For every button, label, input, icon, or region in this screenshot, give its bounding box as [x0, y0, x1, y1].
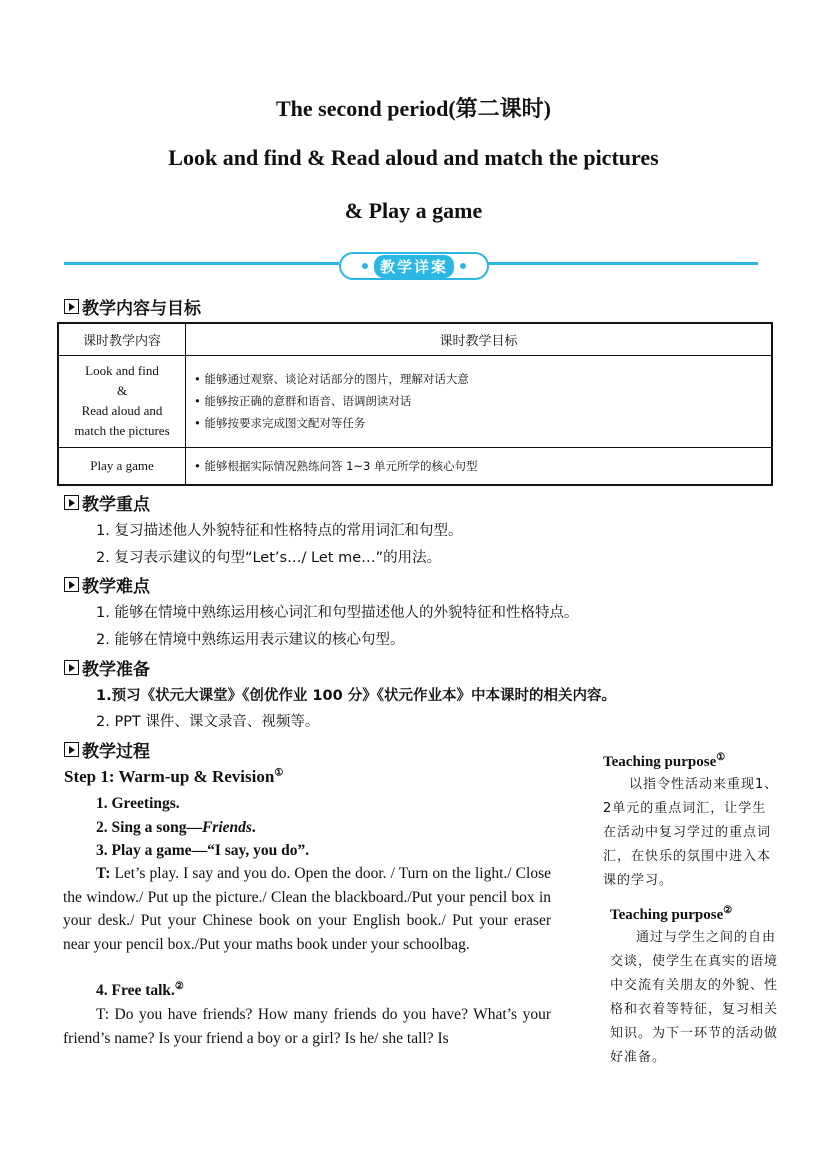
- table-row: [58, 447, 772, 485]
- sidebar-title-text: Teaching purpose: [603, 754, 717, 770]
- banner-badge: [339, 252, 489, 280]
- teacher-instructions: [63, 862, 551, 956]
- sidebar-note: [603, 752, 788, 893]
- step-item-text: 2. Sing a song—: [96, 819, 202, 836]
- table-cell-goals: [186, 447, 773, 485]
- footnote-marker: ①: [274, 767, 284, 779]
- play-triangle-icon: [64, 577, 79, 592]
- section-heading-label: 教学重点: [82, 495, 150, 515]
- banner-line-left: [64, 262, 339, 265]
- table-cell-goals: [186, 355, 773, 447]
- play-triangle-icon: [64, 299, 79, 314]
- sidebar-line: 好准备。: [610, 1050, 667, 1065]
- table-header-row: [58, 323, 772, 355]
- play-triangle-icon: [64, 660, 79, 675]
- dot-icon: [362, 263, 368, 269]
- page-title: The second period(第二课时): [275, 96, 551, 121]
- sidebar-note-body: [603, 773, 788, 893]
- section-heading-process: [64, 737, 150, 762]
- sidebar-line: 课的学习。: [603, 873, 674, 888]
- footnote-marker: ①: [716, 752, 726, 763]
- key-point-item: 2. 复习表示建议的句型“Let’s…/ Let me…”的用法。: [96, 550, 442, 566]
- key-point-item: 1. 复习描述他人外貌特征和性格特点的常用词汇和句型。: [96, 523, 463, 539]
- sidebar-line: 在活动中复习学过的重点词: [603, 825, 772, 840]
- sidebar-note: [610, 905, 795, 1070]
- content-line: Play a game: [90, 457, 154, 473]
- section-heading-label: 教学过程: [82, 742, 150, 762]
- section-heading-label: 教学准备: [82, 660, 150, 680]
- section-heading-key-points: [64, 490, 150, 515]
- goal-bullet: • 能够按正确的意群和语音、语调朗读对话: [194, 394, 412, 408]
- sidebar-line: 通过与学生之间的自由: [636, 930, 777, 945]
- step-item: 3. Play a game—“I say, you do”.: [96, 842, 310, 859]
- banner-line-right: [485, 262, 758, 265]
- sidebar-note-body: [610, 926, 795, 1070]
- song-title: Friends: [201, 819, 252, 836]
- footnote-marker: ②: [174, 981, 184, 992]
- sidebar-line: 中交流有关朋友的外貌、性: [610, 978, 779, 993]
- play-triangle-icon: [64, 495, 79, 510]
- goal-bullet: • 能够按要求完成图文配对等任务: [194, 416, 366, 430]
- step-item-text: 4. Free talk.: [96, 982, 175, 1000]
- goals-table: [57, 322, 773, 486]
- step-item: [96, 819, 256, 837]
- free-talk-text: T: Do you have friends? How many friends do you have? What’s your friend’s name? Is your friend a boy or a girl? Is he/ she tall? Is: [63, 1006, 551, 1047]
- section-heading-preparation: [64, 655, 150, 680]
- banner-label: 教学详案: [374, 255, 454, 278]
- step-title: [64, 767, 283, 787]
- dot-icon: [460, 263, 466, 269]
- step-title-text: Step 1: Warm-up & Revision: [64, 767, 275, 786]
- step-item-text: .: [251, 819, 256, 836]
- preparation-item: 2. PPT 课件、课文录音、视频等。: [96, 714, 320, 730]
- table-cell-content: [58, 355, 186, 447]
- content-line: Look and find: [85, 363, 159, 378]
- teacher-text: Let’s play. I say and you do. Open the door. / Turn on the light./ Close the window./ Put up the picture./ Clean the blackboard./Put your pencil box in your desk./ Put your Chinese book on your English book./ Put your eraser near your pencil box./Put your maths book under your schoolbag.: [63, 865, 551, 953]
- sidebar-line: 2单元的重点词汇，让学生: [603, 801, 767, 816]
- content-line: match the pictures: [74, 423, 170, 438]
- preparation-item: 1.预习《状元大课堂》《创优作业 100 分》《状元作业本》中本课时的相关内容。: [96, 688, 616, 704]
- sidebar-line: 汇，在快乐的氛围中进入本: [603, 849, 772, 864]
- sidebar-line: 知识。为下一环节的活动做: [610, 1026, 779, 1041]
- section-heading-label: 教学内容与目标: [82, 299, 201, 319]
- sidebar-note-title: [610, 905, 795, 924]
- teacher-label: T:: [96, 865, 111, 882]
- sidebar-line: 交谈，使学生在真实的语境: [610, 954, 779, 969]
- content-line: Read aloud and: [81, 403, 163, 418]
- sidebar-line: 以指令性活动来重现1、: [629, 777, 779, 792]
- goal-bullet: • 能够通过观察、谈论对话部分的图片，理解对话大意: [194, 372, 469, 386]
- table-cell-content: [58, 447, 186, 485]
- difficulty-item: 1. 能够在情境中熟练运用核心词汇和句型描述他人的外貌特征和性格特点。: [96, 605, 579, 621]
- section-heading-difficulties: [64, 572, 150, 597]
- sidebar-note-title: [603, 752, 788, 771]
- section-heading-content-goals: [64, 294, 201, 319]
- table-header-cell: 课时教学目标: [186, 323, 773, 355]
- footnote-marker: ②: [723, 905, 733, 916]
- section-heading-label: 教学难点: [82, 577, 150, 597]
- play-triangle-icon: [64, 742, 79, 757]
- step-item: [96, 981, 184, 1000]
- sidebar-line: 格和衣着等特征，复习相关: [610, 1002, 779, 1017]
- page-subtitle: Look and find & Read aloud and match the pictures: [168, 145, 659, 170]
- difficulty-item: 2. 能够在情境中熟练运用表示建议的核心句型。: [96, 632, 405, 648]
- goal-bullet: • 能够根据实际情况熟练问答 1~3 单元所学的核心句型: [194, 458, 478, 473]
- step-item: 1. Greetings.: [96, 795, 180, 812]
- table-row: [58, 355, 772, 447]
- content-line: &: [116, 383, 128, 398]
- sidebar-title-text: Teaching purpose: [610, 907, 724, 923]
- page-subtitle-2: & Play a game: [344, 198, 483, 223]
- table-header-cell: 课时教学内容: [58, 323, 186, 355]
